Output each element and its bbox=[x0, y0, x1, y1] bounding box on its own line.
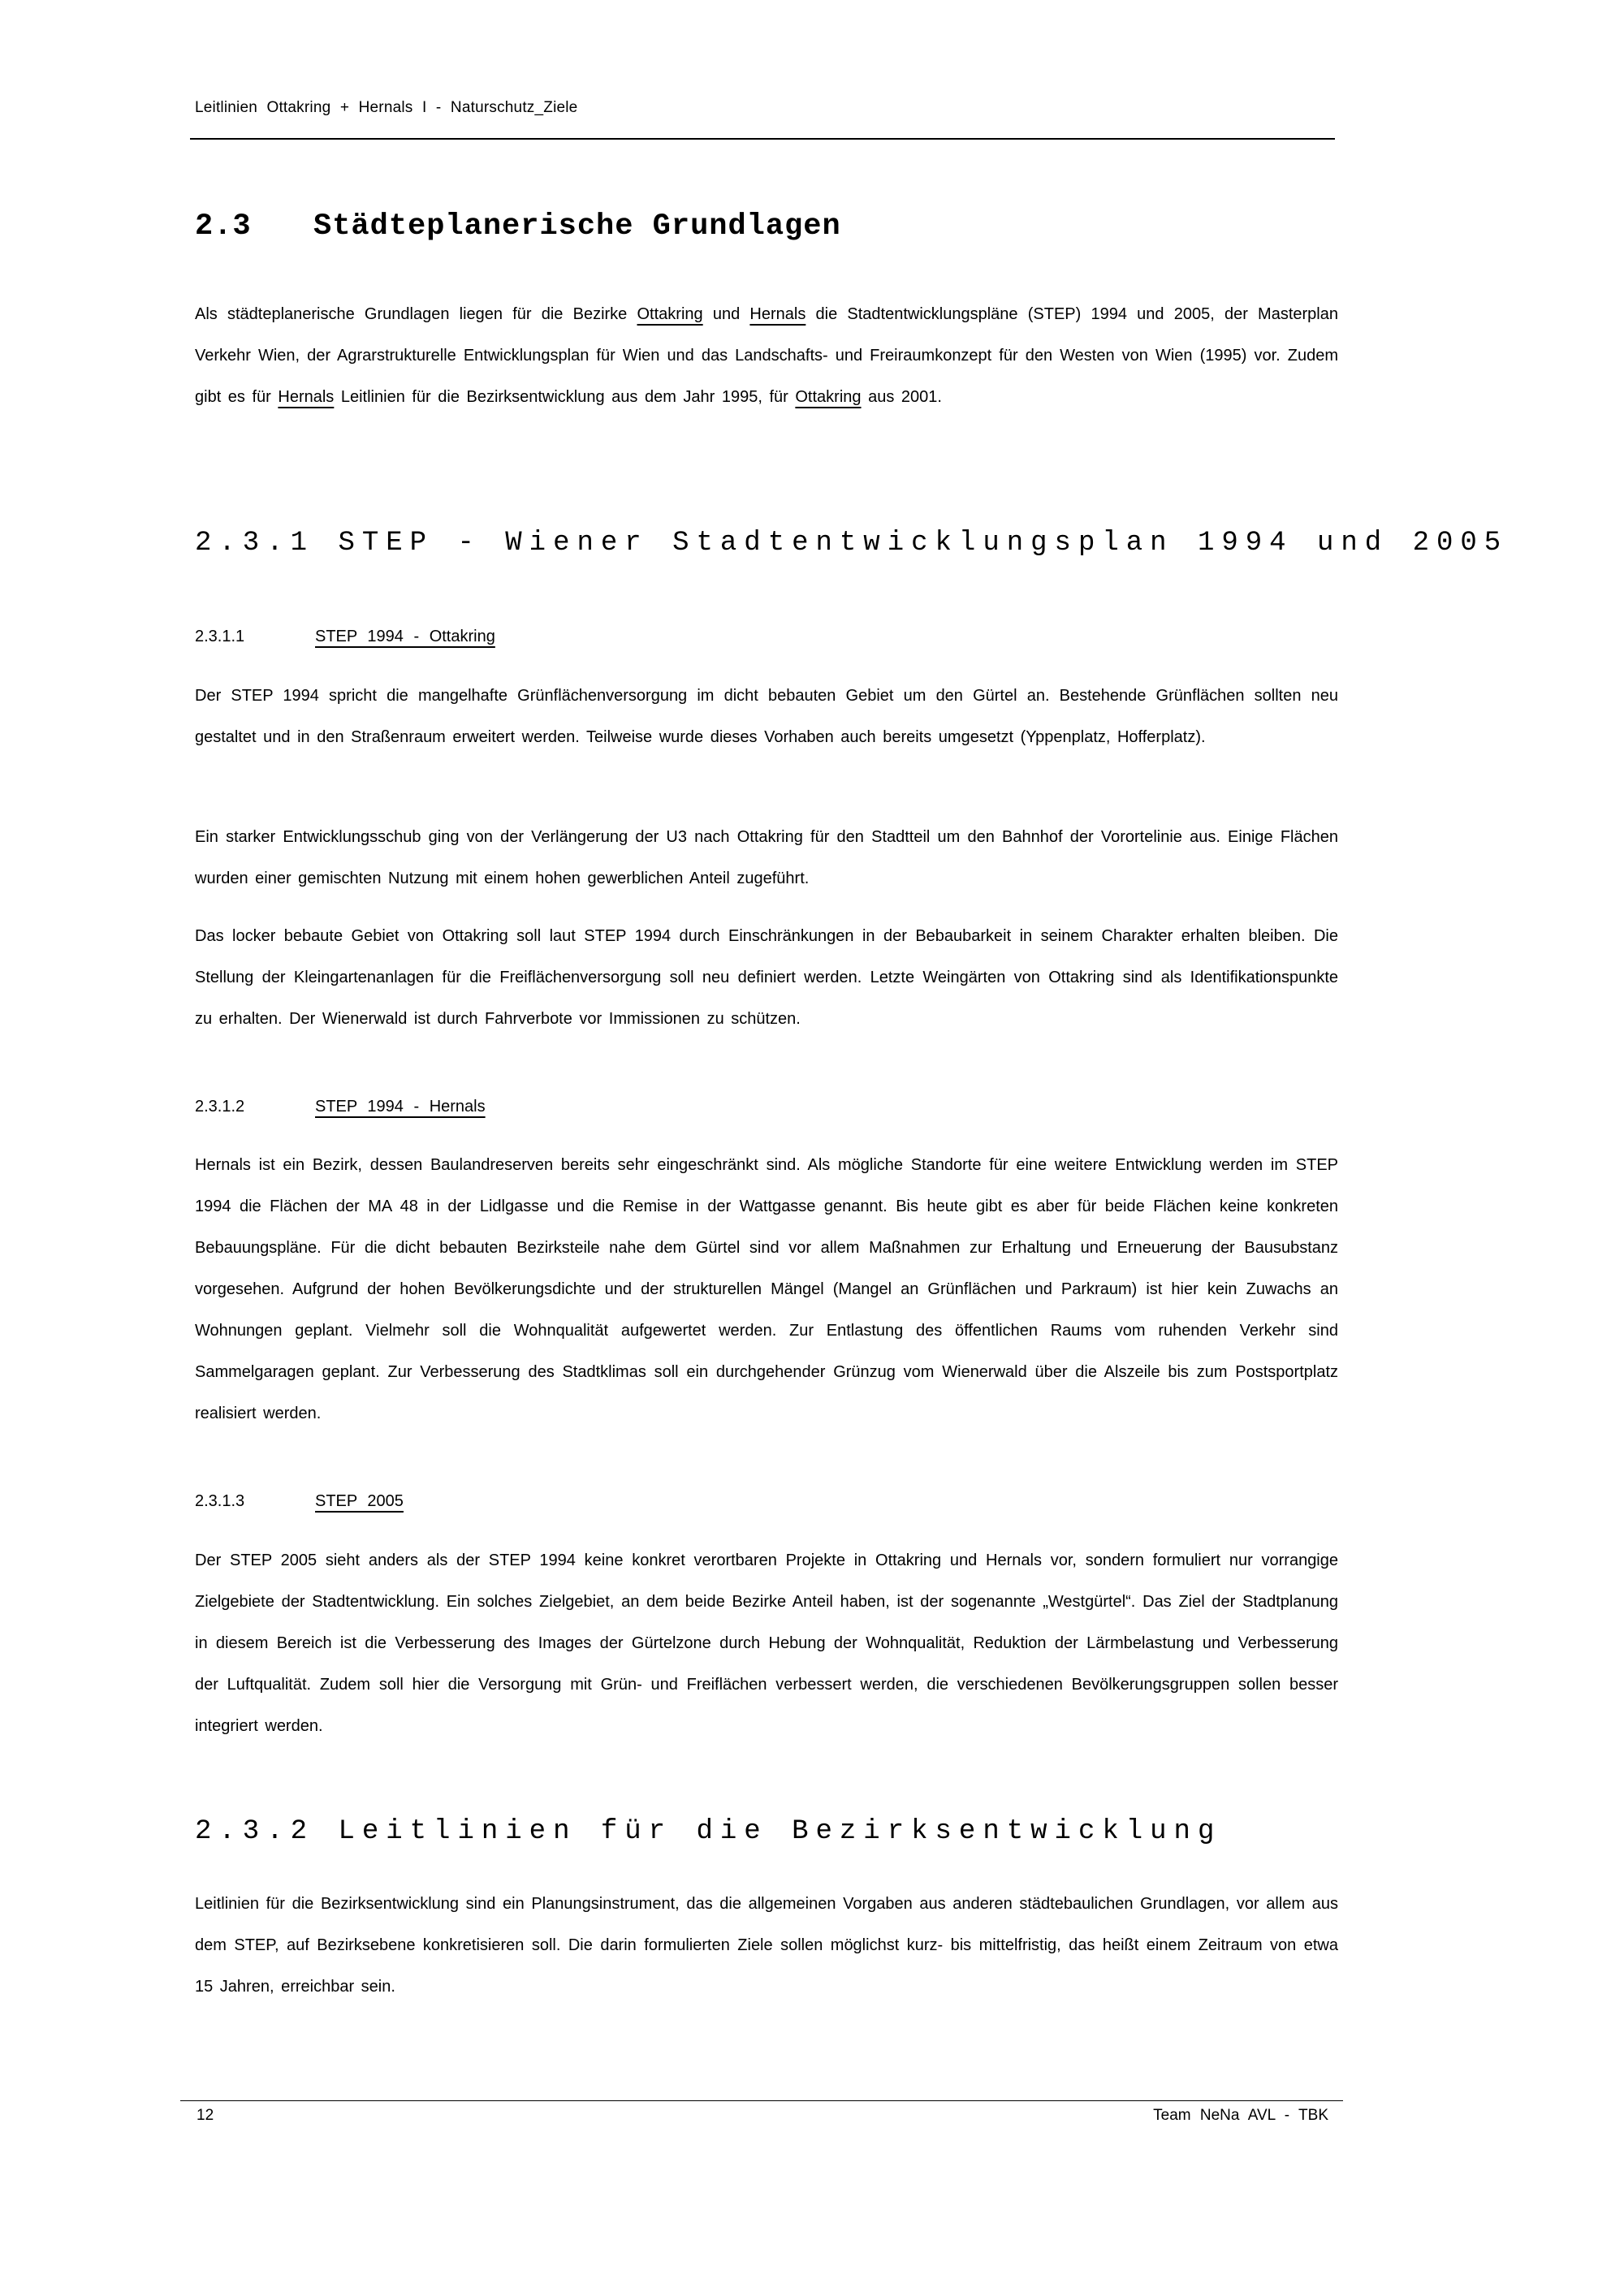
subsubsection-title: STEP 1994 - Ottakring bbox=[315, 628, 495, 645]
link-hernals[interactable]: Hernals bbox=[749, 305, 806, 323]
link-ottakring[interactable]: Ottakring bbox=[637, 305, 703, 323]
footer-team: Team NeNa AVL - TBK bbox=[1153, 2107, 1328, 2124]
intro-paragraph bbox=[195, 294, 1338, 418]
link-ottakring[interactable]: Ottakring bbox=[795, 388, 862, 406]
intro-text: Leitlinien für die Bezirksentwicklung aus dem Jahr 1995, für bbox=[334, 388, 796, 406]
paragraph: Leitlinien für die Bezirksentwicklung sind ein Planungsinstrument, das die allgemeinen Vorgaben aus anderen städtebaulichen Grundlagen, vor allem aus dem STEP, auf Bezirksebene konkretisieren soll. Die darin formulierten Ziele sollen möglichst kurz- bis mittelfristig, das heißt einem Zeitraum von etwa 15 Jahren, erreichbar sein. bbox=[195, 1895, 1338, 1996]
subsection-heading-leitlinien bbox=[195, 1816, 1221, 1847]
section-number: 2.3 bbox=[195, 209, 252, 244]
intro-text: aus 2001. bbox=[861, 388, 942, 406]
subsection-title: STEP - Wiener Stadtentwicklungsplan 1994 und 2005 bbox=[338, 528, 1509, 559]
paragraph: Hernals ist ein Bezirk, dessen Baulandreserven bereits sehr eingeschränkt sind. Als mögliche Standorte für eine weitere Entwicklung werden im STEP 1994 die Flächen der MA 48 in der Lidlgasse und die Remise in der Wattgasse genannt. Bis heute gibt es aber für beide Flächen keine konkreten Bebauungspläne. Für die dicht bebauten Bezirksteile nahe dem Gürtel sind vor allem Maßnahmen zur Erhaltung und Erneuerung der Bausubstanz vorgesehen. Aufgrund der hohen Bevölkerungsdichte und der strukturellen Mängel (Mangel an Grünflächen und Parkraum) ist hier kein Zuwachs an Wohnungen geplant. Vielmehr soll die Wohnqualität aufgewertet werden. Zur Entlastung des öffentlichen Raums vom ruhenden Verkehr sind Sammelgaragen geplant. Zur Verbesserung des Stadtklimas soll ein durchgehender Grünzug vom Wienerwald über die Alszeile bis zum Postsportplatz realisiert werden. bbox=[195, 1156, 1338, 1422]
subsubsection-title: STEP 2005 bbox=[315, 1492, 404, 1510]
subsection-number: 2.3.1 bbox=[195, 528, 315, 559]
subsubsection-heading-ottakring bbox=[195, 628, 495, 646]
subsubsection-heading-hernals bbox=[195, 1098, 486, 1116]
section-heading bbox=[195, 209, 841, 244]
running-header: Leitlinien Ottakring + Hernals I - Naturschutz_Ziele bbox=[195, 99, 578, 116]
link-hernals[interactable]: Hernals bbox=[278, 388, 335, 406]
subsection-heading-step bbox=[195, 528, 1508, 559]
intro-text: die Stadtentwicklungspläne (STEP) 1994 und 2005, der Masterplan Verkehr Wien, der Agrarstrukturelle Entwicklungsplan für Wien und das Landschafts- und Freiraumkonzept für den Westen von Wien (1995) vor. Zudem gibt es für bbox=[195, 305, 1338, 406]
paragraph: Der STEP 1994 spricht die mangelhafte Grünflächenversorgung im dicht bebauten Gebiet um den Gürtel an. Bestehende Grünflächen sollten neu gestaltet und in den Straßenraum erweitert werden. Teilweise wurde dieses Vorhaben auch bereits umgesetzt (Yppenplatz, Hofferplatz). bbox=[195, 687, 1338, 746]
paragraph: Ein starker Entwicklungsschub ging von der Verlängerung der U3 nach Ottakring für den Stadtteil um den Bahnhof der Vorortelinie aus. Einige Flächen wurden einer gemischten Nutzung mit einem hohen gewerblichen Anteil zugeführt. bbox=[195, 828, 1338, 887]
header-rule bbox=[190, 138, 1335, 140]
subsubsection-number: 2.3.1.3 bbox=[195, 1492, 245, 1510]
subsection-number: 2.3.2 bbox=[195, 1816, 315, 1847]
paragraph: Der STEP 2005 sieht anders als der STEP 1994 keine konkret verortbaren Projekte in Ottakring und Hernals vor, sondern formuliert nur vorrangige Zielgebiete der Stadtentwicklung. Ein solches Zielgebiet, an dem beide Bezirke Anteil haben, ist der sogenannte „Westgürtel“. Das Ziel der Stadtplanung in diesem Bereich ist die Verbesserung des Images der Gürtelzone durch Hebung der Wohnqualität, Reduktion der Lärmbelastung und Verbesserung der Luftqualität. Zudem soll hier die Versorgung mit Grün- und Freiflächen verbessert werden, die verschiedenen Bevölkerungsgruppen sollen besser integriert werden. bbox=[195, 1552, 1338, 1735]
footer-rule bbox=[180, 2100, 1343, 2101]
subsubsection-title: STEP 1994 - Hernals bbox=[315, 1098, 486, 1116]
page-number: 12 bbox=[197, 2107, 214, 2124]
intro-text: und bbox=[702, 305, 750, 323]
subsubsection-number: 2.3.1.2 bbox=[195, 1098, 245, 1116]
subsubsection-heading-step-2005 bbox=[195, 1492, 404, 1511]
subsubsection-number: 2.3.1.1 bbox=[195, 628, 245, 645]
subsection-title: Leitlinien für die Bezirksentwicklung bbox=[338, 1816, 1222, 1847]
section-title: Städteplanerische Grundlagen bbox=[313, 209, 841, 244]
paragraph: Das locker bebaute Gebiet von Ottakring soll laut STEP 1994 durch Einschränkungen in der Bebaubarkeit in seinem Charakter erhalten bleiben. Die Stellung der Kleingartenanlagen für die Freiflächenversorgung soll neu definiert werden. Letzte Weingärten von Ottakring sind als Identifikationspunkte zu erhalten. Der Wienerwald ist durch Fahrverbote vor Immissionen zu schützen. bbox=[195, 927, 1338, 1028]
intro-text: Als städteplanerische Grundlagen liegen für die Bezirke bbox=[195, 305, 637, 323]
